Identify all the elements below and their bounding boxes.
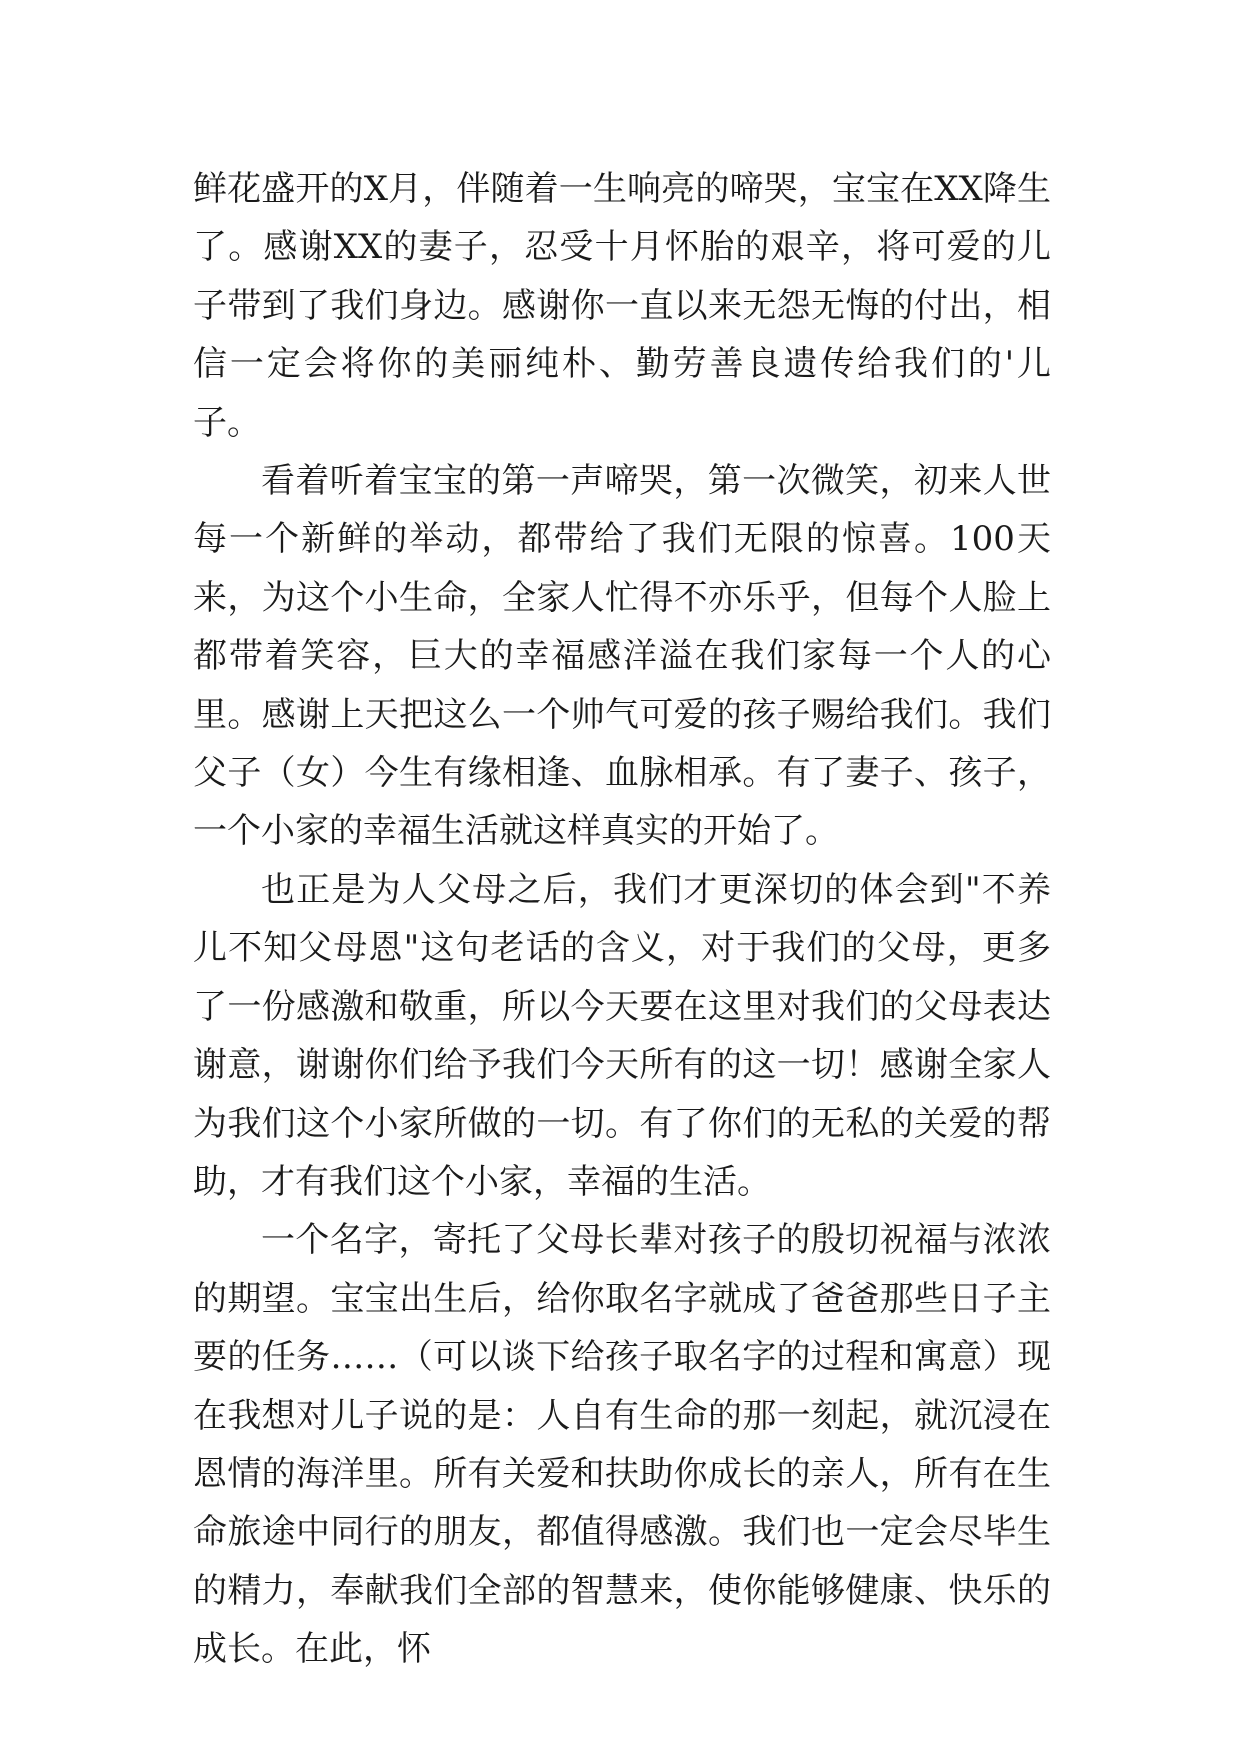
paragraph-1: 鲜花盛开的X月，伴随着一生响亮的啼哭，宝宝在XX降生了。感谢XX的妻子，忍受十月怀胎的艰辛，将可爱的儿子带到了我们身边。感谢你一直以来无怨无悔的付出，相信一定会将你的美丽纯朴、勤劳善良遗传给我们的'儿子。: [193, 169, 1051, 443]
paragraph-2: 看着听着宝宝的第一声啼哭，第一次微笑，初来人世每一个新鲜的举动，都带给了我们无限的惊喜。100天来，为这个小生命，全家人忙得不亦乐乎，但每个人脸上都带着笑容，巨大的幸福感洋溢在我们家每一个人的心里。感谢上天把这么一个帅气可爱的孩子赐给我们。我们父子（女）今生有缘相逢、血脉相承。有了妻子、孩子，一个小家的幸福生活就这样真实的开始了。: [193, 461, 1051, 852]
paragraph-3: 也正是为人父母之后，我们才更深切的体会到"不养儿不知父母恩"这句老话的含义，对于我们的父母，更多了一份感激和敬重，所以今天要在这里对我们的父母表达谢意，谢谢你们给予我们今天所有的这一切！感谢全家人为我们这个小家所做的一切。有了你们的无私的关爱的帮助，才有我们这个小家，幸福的生活。: [193, 869, 1051, 1202]
body-text: [193, 160, 1051, 1679]
paragraph-4: 一个名字，寄托了父母长辈对孩子的殷切祝福与浓浓的期望。宝宝出生后，给你取名字就成了爸爸那些日子主要的任务……（可以谈下给孩子取名字的过程和寓意）现在我想对儿子说的是：人自有生命的那一刻起，就沉浸在恩情的海洋里。所有关爱和扶助你成长的亲人，所有在生命旅途中同行的朋友，都值得感激。我们也一定会尽毕生的精力，奉献我们全部的智慧来，使你能够健康、快乐的成长。在此，怀: [193, 1220, 1051, 1670]
